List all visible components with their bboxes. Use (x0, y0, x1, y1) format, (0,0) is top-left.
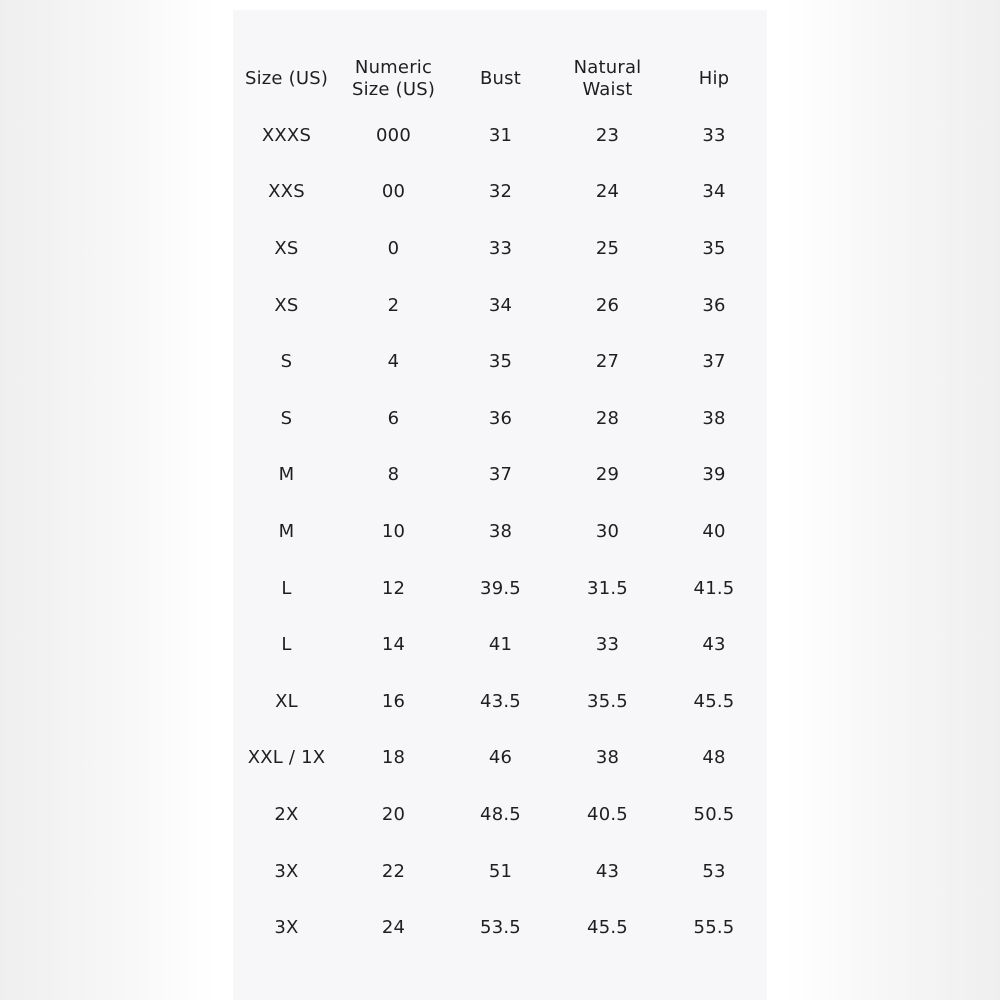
background-right (784, 0, 1000, 1000)
cell-hip: 40 (702, 520, 726, 542)
cell-bust: 33 (488, 237, 513, 259)
header-hip (661, 50, 767, 107)
cell-numeric-size: 24 (381, 917, 406, 939)
cell-hip: 39 (702, 464, 726, 486)
cell-bust: 38 (488, 520, 513, 542)
table-row (233, 899, 767, 956)
header-label: Natural Waist (573, 56, 642, 100)
cell-size-us: S (280, 351, 293, 373)
cell-bust: 34 (488, 294, 513, 316)
cell-numeric-size: 18 (381, 747, 406, 769)
cell-hip: 33 (702, 124, 726, 146)
size-chart-table (233, 50, 767, 956)
cell-hip: 50.5 (693, 803, 735, 825)
table-row (233, 164, 767, 221)
cell-numeric-size: 10 (381, 520, 406, 542)
cell-natural-waist: 28 (595, 407, 620, 429)
cell-natural-waist: 31.5 (587, 577, 628, 599)
size-chart-body (233, 107, 767, 956)
header-label: Numeric Size (US) (351, 56, 436, 100)
cell-size-us: 3X (274, 917, 299, 939)
cell-size-us: XL (275, 690, 298, 712)
table-row (233, 503, 767, 560)
cell-natural-waist: 24 (595, 181, 620, 203)
cell-size-us: XXXS (261, 124, 312, 146)
cell-natural-waist: 40.5 (587, 803, 628, 825)
cell-natural-waist: 45.5 (587, 917, 628, 939)
cell-bust: 41 (488, 634, 513, 656)
cell-numeric-size: 2 (387, 294, 400, 316)
cell-hip: 43 (702, 634, 726, 656)
cell-bust: 31 (488, 124, 513, 146)
page (216, 0, 784, 1000)
table-row (233, 730, 767, 787)
cell-numeric-size: 4 (387, 351, 400, 373)
cell-bust: 53.5 (480, 917, 521, 939)
cell-hip: 45.5 (693, 690, 735, 712)
cell-natural-waist: 25 (595, 237, 620, 259)
cell-numeric-size: 14 (381, 634, 406, 656)
cell-numeric-size: 8 (387, 464, 400, 486)
header-label: Hip (698, 67, 730, 89)
table-row (233, 277, 767, 334)
table-row (233, 447, 767, 504)
table-row (233, 843, 767, 900)
table-row (233, 673, 767, 730)
table-row (233, 333, 767, 390)
cell-size-us: 3X (274, 860, 299, 882)
cell-natural-waist: 33 (595, 634, 620, 656)
cell-size-us: L (281, 634, 292, 656)
table-row (233, 220, 767, 277)
cell-natural-waist: 35.5 (587, 690, 628, 712)
cell-numeric-size: 6 (387, 407, 400, 429)
cell-size-us: XS (274, 237, 299, 259)
table-row (233, 616, 767, 673)
cell-size-us: XXS (268, 181, 305, 203)
cell-numeric-size: 12 (381, 577, 406, 599)
header-row (233, 50, 767, 107)
cell-numeric-size: 000 (376, 124, 411, 146)
cell-bust: 37 (488, 464, 513, 486)
cell-size-us: L (281, 577, 292, 599)
table-row (233, 390, 767, 447)
size-chart-card (233, 10, 767, 1000)
header-bust (447, 50, 554, 107)
cell-hip: 35 (702, 237, 726, 259)
cell-numeric-size: 20 (381, 803, 406, 825)
cell-bust: 43.5 (480, 690, 521, 712)
cell-size-us: S (280, 407, 293, 429)
cell-hip: 34 (702, 181, 726, 203)
table-row (233, 560, 767, 617)
cell-size-us: M (278, 464, 295, 486)
cell-hip: 36 (702, 294, 726, 316)
cell-bust: 48.5 (480, 803, 521, 825)
cell-bust: 39.5 (480, 577, 521, 599)
cell-natural-waist: 29 (595, 464, 620, 486)
header-size-us (233, 50, 340, 107)
cell-numeric-size: 00 (381, 181, 406, 203)
cell-bust: 51 (488, 860, 513, 882)
header-natural-waist (554, 50, 661, 107)
cell-size-us: XS (274, 294, 299, 316)
cell-hip: 38 (702, 407, 726, 429)
cell-bust: 36 (488, 407, 513, 429)
cell-natural-waist: 30 (595, 520, 620, 542)
cell-bust: 35 (488, 351, 513, 373)
header-numeric-size-us (340, 50, 447, 107)
header-label: Size (US) (244, 67, 329, 89)
cell-hip: 48 (702, 747, 726, 769)
header-label: Bust (480, 67, 521, 89)
cell-natural-waist: 26 (595, 294, 620, 316)
cell-numeric-size: 0 (387, 237, 400, 259)
table-row (233, 786, 767, 843)
table-row (233, 107, 767, 164)
cell-natural-waist: 23 (595, 124, 620, 146)
cell-natural-waist: 38 (595, 747, 620, 769)
cell-hip: 55.5 (693, 917, 735, 939)
cell-size-us: M (278, 520, 295, 542)
cell-bust: 46 (488, 747, 513, 769)
cell-natural-waist: 43 (595, 860, 620, 882)
background-left (0, 0, 216, 1000)
cell-bust: 32 (488, 181, 513, 203)
cell-hip: 37 (702, 351, 726, 373)
cell-hip: 41.5 (693, 577, 735, 599)
cell-size-us: XXL / 1X (247, 747, 326, 769)
cell-size-us: 2X (274, 803, 299, 825)
cell-hip: 53 (702, 860, 726, 882)
cell-numeric-size: 22 (381, 860, 406, 882)
cell-natural-waist: 27 (595, 351, 620, 373)
cell-numeric-size: 16 (381, 690, 406, 712)
